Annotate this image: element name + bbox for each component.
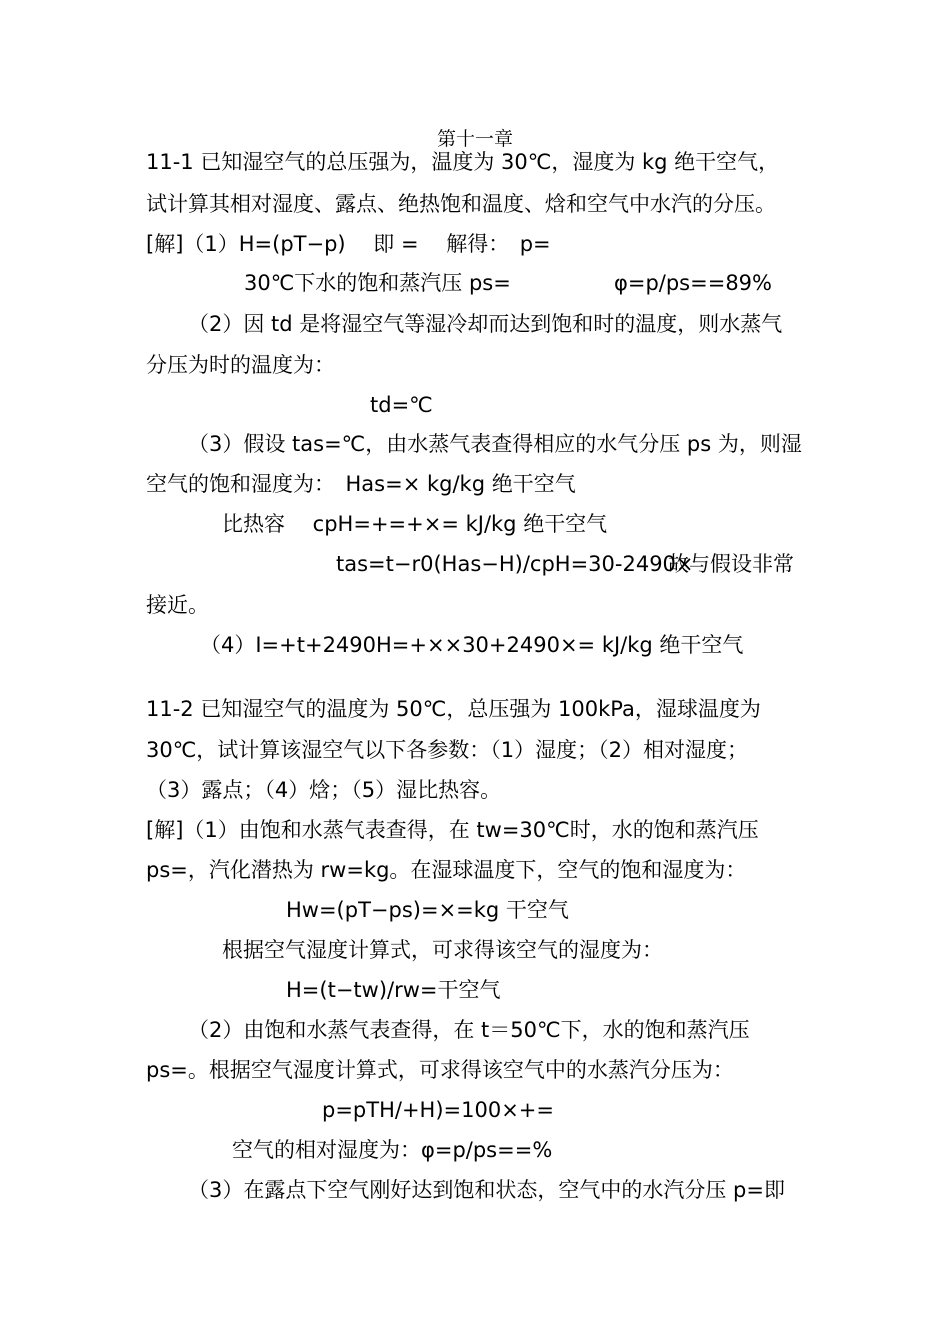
p11-2-solution-line-6: （2）由饱和水蒸气表查得，在 t＝50℃下，水的饱和蒸汽压 xyxy=(188,1018,750,1042)
p11-2-solution-line-4: 根据空气湿度计算式，可求得该空气的湿度为： xyxy=(222,938,663,962)
p11-2-solution-line-1: [解]（1）由饱和水蒸气表查得，在 tw=30℃时，水的饱和蒸汽压 xyxy=(146,818,759,842)
p11-1-solution-line-6: （3）假设 tas=℃，由水蒸气表查得相应的水气分压 ps 为，则湿 xyxy=(188,432,802,456)
p11-2-question-line-3: （3）露点；（4）焓；（5）湿比热容。 xyxy=(146,778,502,802)
p11-1-solution-line-1: [解]（1）H=(pT−p) 即 = 解得： p= xyxy=(146,232,551,256)
p11-1-adiabatic-formula: tas=t−r0(Has−H)/cpH=30-2490× xyxy=(336,552,694,576)
p11-2-solution-line-2: ps=，汽化潜热为 rw=kg。在湿球温度下，空气的饱和湿度为： xyxy=(146,858,747,882)
p11-2-humidity-formula: H=(t−tw)/rw=干空气 xyxy=(286,978,501,1002)
p11-1-solution-line-3: （2）因 td 是将湿空气等湿冷却而达到饱和时的温度，则水蒸气 xyxy=(188,312,783,336)
p11-2-saturation-humidity: Hw=(pT−ps)=×=kg 干空气 xyxy=(286,898,569,922)
p11-1-solution-line-4: 分压为时的温度为： xyxy=(146,353,335,377)
p11-1-question-line-1: 11-1 已知湿空气的总压强为，温度为 30℃，湿度为 kg 绝干空气， xyxy=(146,150,780,174)
p11-2-relative-humidity: 空气的相对湿度为：φ=p/ps==% xyxy=(232,1138,553,1162)
chapter-title: 第十一章 xyxy=(436,128,513,150)
p11-2-solution-line-10: （3）在露点下空气刚好达到饱和状态，空气中的水汽分压 p=即 xyxy=(188,1178,785,1202)
p11-1-solution-line-7: 空气的饱和湿度为： Has=× kg/kg 绝干空气 xyxy=(146,472,576,496)
p11-1-relative-humidity: φ=p/ps==89% xyxy=(614,271,772,295)
p11-1-dew-point: td=℃ xyxy=(370,393,433,417)
p11-1-solution-line-2: 30℃下水的饱和蒸汽压 ps= xyxy=(244,271,511,295)
p11-2-question-line-1: 11-2 已知湿空气的温度为 50℃，总压强为 100kPa，湿球温度为 xyxy=(146,697,761,721)
p11-2-question-line-2: 30℃，试计算该湿空气以下各参数：（1）湿度；（2）相对湿度； xyxy=(146,738,749,762)
p11-1-question-line-2: 试计算其相对湿度、露点、绝热饱和温度、焓和空气中水汽的分压。 xyxy=(146,192,776,216)
p11-2-solution-line-7: ps=。根据空气湿度计算式，可求得该空气中的水蒸汽分压为： xyxy=(146,1058,734,1082)
p11-1-solution-line-10: 接近。 xyxy=(146,593,209,617)
p11-1-enthalpy: （4）I=+t+2490H=+××30+2490×= kJ/kg 绝干空气 xyxy=(200,633,744,657)
p11-1-solution-line-9b: 故与假设非常 xyxy=(668,552,794,576)
p11-1-specific-heat: 比热容 cpH=+=+×= kJ/kg 绝干空气 xyxy=(222,512,608,536)
p11-2-vapor-pressure: p=pTH/+H)=100×+= xyxy=(322,1098,554,1122)
